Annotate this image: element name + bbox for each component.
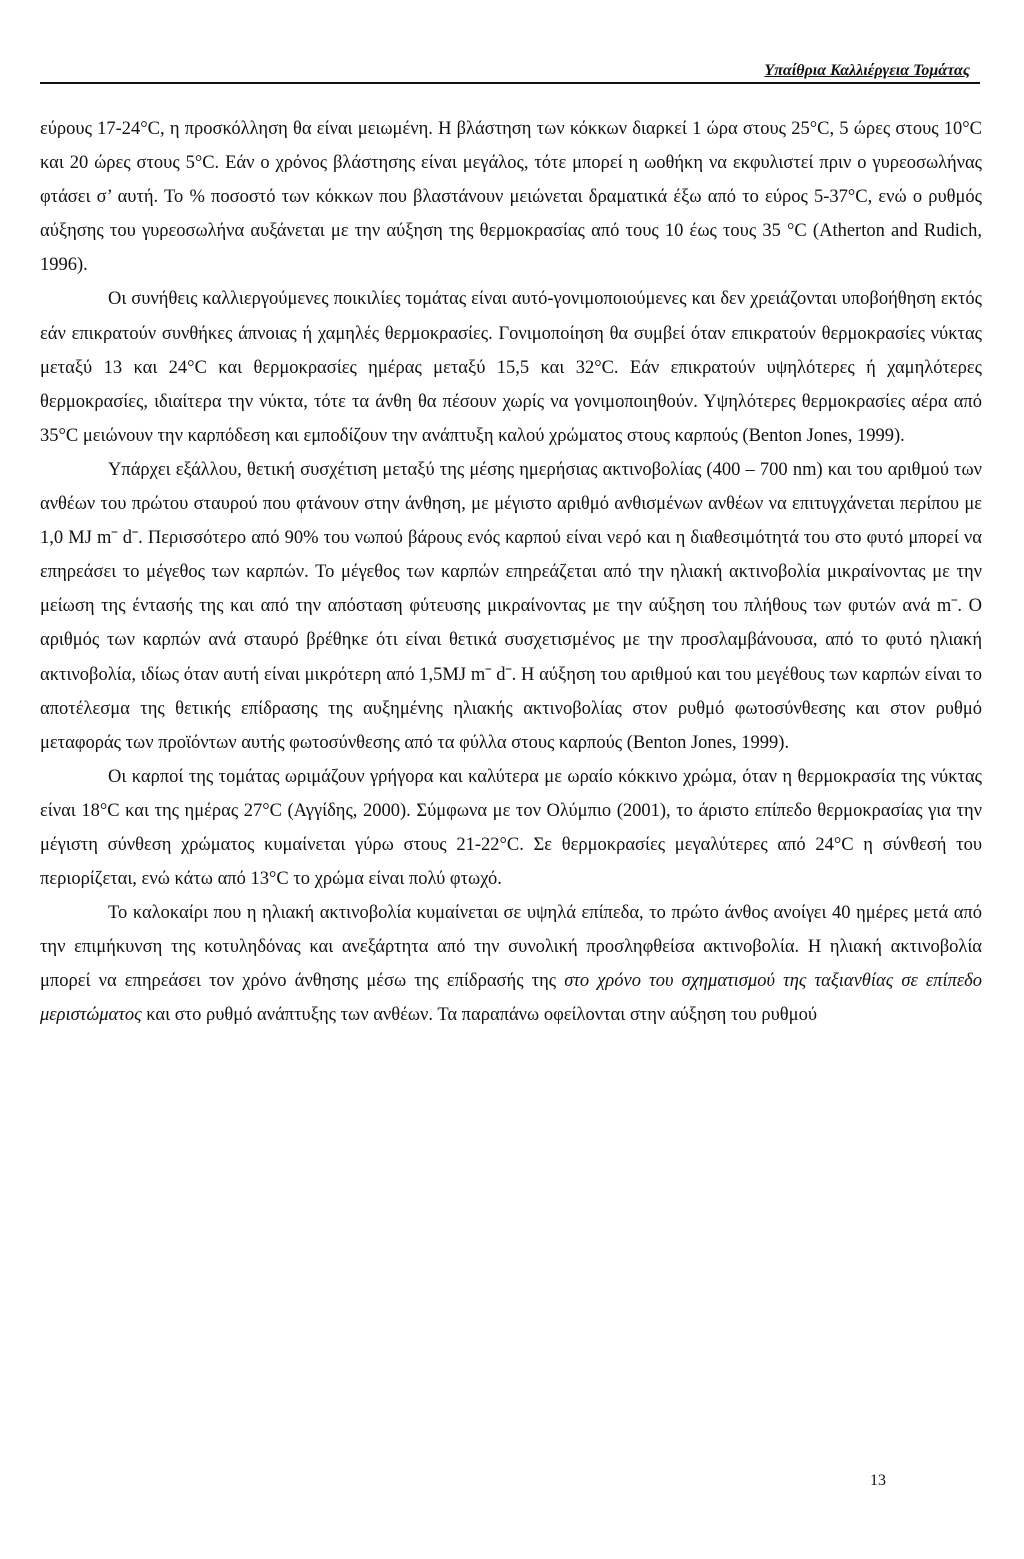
body-text	[40, 112, 982, 1033]
running-header: Υπαίθρια Καλλιέργεια Τομάτας	[764, 62, 970, 79]
paragraph-5-text-b: και στο ρυθμό ανάπτυξης των ανθέων. Τα παραπάνω οφείλονται στην αύξηση του ρυθμού	[141, 1005, 817, 1026]
paragraph-5-italic: στο χρόνο του σχηματισμού της ταξιανθίας σε επίπεδο μεριστώματος	[40, 971, 982, 1026]
paragraph-5	[40, 896, 982, 1032]
paragraph-2: Οι συνήθεις καλλιεργούμενες ποικιλίες τομάτας είναι αυτό-γονιμοποιούμενες και δεν χρειάζονται υποβοήθηση εκτός εάν επικρατούν συνθήκες άπνοιας ή χαμηλές θερμοκρασίες. Γονιμοποίηση θα συμβεί όταν επικρατούν θερμοκρασίες νύκτας μεταξύ 13 και 24°C και θερμοκρασίες ημέρας μεταξύ 15,5 και 32°C. Εάν επικρατούν υψηλότερες ή χαμηλότερες θερμοκρασίες, ιδιαίτερα την νύκτα, τότε τα άνθη θα πέσουν χωρίς να γονιμοποιηθούν. Υψηλότερες θερμοκρασίες αέρα από 35°C μειώνουν την καρπόδεση και εμποδίζουν την ανάπτυξη καλού χρώματος στους καρπούς (Benton Jones, 1999).	[40, 289, 982, 446]
paragraph-5-text-a: Το καλοκαίρι που η ηλιακή ακτινοβολία κυμαίνεται σε υψηλά επίπεδα, το πρώτο άνθος ανοίγει 40 ημέρες μετά από την επιμήκυνση της κοτυληδόνας και ανεξάρτητα από την συνολική προσληφθείσα ακτινοβολία. Η ηλιακή ακτινοβολία μπορεί να επηρεάσει τον χρόνο άνθησης μέσω της επίδρασής της	[40, 903, 982, 992]
page-number: 13	[870, 1472, 886, 1489]
paragraph-4: Οι καρποί της τομάτας ωριμάζουν γρήγορα και καλύτερα με ωραίο κόκκινο χρώμα, όταν η θερμοκρασία της νύκτας είναι 18°C και της ημέρας 27°C (Αγγίδης, 2000). Σύμφωνα με τον Ολύμπιο (2001), το άριστο επίπεδο θερμοκρασίας για την μέγιστη σύνθεση χρώματος κυμαίνεται γύρω στους 21-22°C. Σε θερμοκρασίες μεγαλύτερες από 24°C η σύνθεσή του περιορίζεται, ενώ κάτω από 13°C το χρώμα είναι πολύ φτωχό.	[40, 766, 982, 890]
paragraph-3: Υπάρχει εξάλλου, θετική συσχέτιση μεταξύ της μέσης ημερήσιας ακτινοβολίας (400 – 700 nm) και του αριθμού των ανθέων του πρώτου σταυρού που φτάνουν στην άνθηση, με μέγιστο αριθμό ανθισμένων ανθέων να επιτυγχάνεται περίπου με 1,0 MJ mˉ dˉ. Περισσότερο από 90% του νωπού βάρους ενός καρπού είναι νερό και η διαθεσιμότητά του στο φυτό μπορεί να επηρεάσει το μέγεθος των καρπών. Το μέγεθος των καρπών επηρεάζεται από την ηλιακή ακτινοβολία μικραίνοντας με την μείωση της έντασής της και από την απόσταση φύτευσης μικραίνοντας με την αύξηση του πλήθους των φυτών ανά mˉ. Ο αριθμός των καρπών ανά σταυρό βρέθηκε ότι είναι θετικά συσχετισμένος με την προσλαμβάνουσα, από το φυτό ηλιακή ακτινοβολία, ιδίως όταν αυτή είναι μικρότερη από 1,5MJ mˉ dˉ. Η αύξηση του αριθμού και του μεγέθους των καρπών είναι το αποτέλεσμα της θετικής επίδρασης της αυξημένης ηλιακής ακτινοβολίας στον ρυθμό φωτοσύνθεσης και στον ρυθμό μεταφοράς των προϊόντων αυτής φωτοσύνθεσης από τα φύλλα στους καρπούς (Benton Jones, 1999).	[40, 459, 982, 753]
header-rule	[40, 82, 980, 84]
paragraph-1: εύρους 17-24°C, η προσκόλληση θα είναι μειωμένη. Η βλάστηση των κόκκων διαρκεί 1 ώρα στους 25°C, 5 ώρες στους 10°C και 20 ώρες στους 5°C. Εάν ο χρόνος βλάστησης είναι μεγάλος, τότε μπορεί η ωοθήκη να εκφυλιστεί πριν ο γυρεοσωλήνας φτάσει σ’ αυτή. Το % ποσοστό των κόκκων που βλαστάνουν μειώνεται δραματικά έξω από το εύρος 5-37°C, ενώ ο ρυθμός αύξησης του γυρεοσωλήνα αυξάνεται με την αύξηση της θερμοκρασίας από τους 10 έως τους 35 °C (Atherton and Rudich, 1996).	[40, 119, 982, 276]
